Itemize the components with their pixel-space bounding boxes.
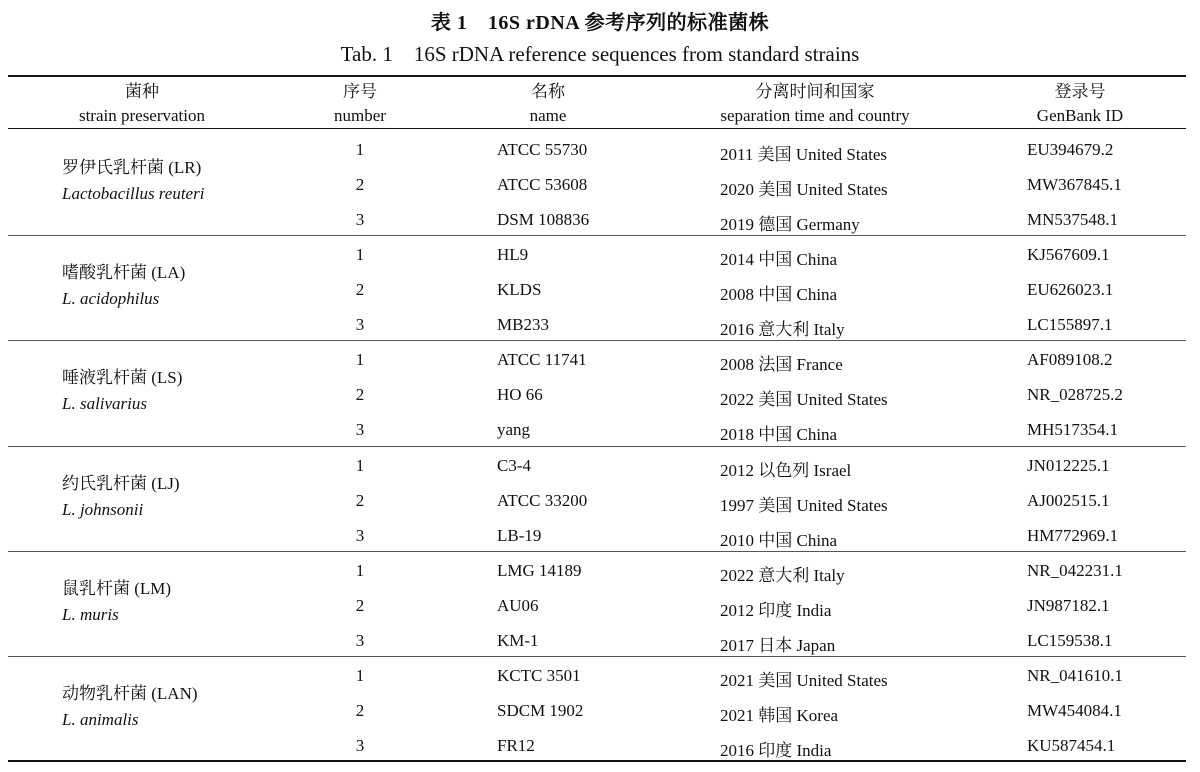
strain-name-latin: L. muris bbox=[62, 604, 119, 624]
bottom-rule bbox=[8, 760, 1186, 762]
row-number: 1 bbox=[355, 560, 365, 580]
header-strain-cn: 菌种 bbox=[125, 82, 159, 101]
row-name: HO 66 bbox=[497, 385, 543, 405]
group-divider bbox=[8, 446, 1186, 447]
strain-name-cn: 动物乳杆菌 (LAN) bbox=[62, 684, 198, 703]
row-name: AU06 bbox=[497, 595, 539, 615]
row-genbank-id: MW454084.1 bbox=[1027, 701, 1122, 720]
row-separation: 2014 中国 China bbox=[720, 250, 838, 270]
row-number: 3 bbox=[355, 630, 365, 650]
row-genbank-id: AJ002515.1 bbox=[1027, 490, 1110, 510]
row-genbank-id: MW367845.1 bbox=[1027, 175, 1122, 194]
group-divider bbox=[8, 340, 1186, 341]
row-genbank-id: LC159538.1 bbox=[1027, 630, 1113, 650]
row-separation: 2017 日本 Japan bbox=[720, 635, 836, 655]
row-genbank-id: KJ567609.1 bbox=[1027, 245, 1110, 265]
row-name: MB233 bbox=[497, 315, 549, 335]
row-number: 2 bbox=[355, 701, 365, 720]
row-name: FR12 bbox=[497, 736, 535, 755]
row-genbank-id: EU394679.2 bbox=[1027, 140, 1114, 159]
row-name: HL9 bbox=[497, 245, 529, 265]
header-genbank bbox=[1020, 80, 1140, 128]
row-number: 1 bbox=[355, 350, 365, 370]
row-number: 2 bbox=[355, 385, 365, 405]
row-number: 1 bbox=[355, 455, 365, 475]
strain-name-cn: 唾液乳杆菌 (LS) bbox=[62, 368, 183, 388]
strain-name-latin: L. salivarius bbox=[62, 394, 148, 414]
header-rule bbox=[8, 128, 1186, 129]
strain-cell bbox=[62, 681, 198, 733]
header-name-en: name bbox=[529, 106, 567, 125]
row-separation: 2021 美国 United States bbox=[720, 671, 888, 690]
row-genbank-id: KU587454.1 bbox=[1027, 736, 1116, 755]
row-name: ATCC 11741 bbox=[497, 350, 587, 370]
group-divider bbox=[8, 656, 1186, 657]
strain-cell bbox=[62, 155, 204, 207]
row-genbank-id: JN012225.1 bbox=[1027, 455, 1110, 475]
header-separation bbox=[700, 80, 930, 128]
row-separation: 2018 中国 China bbox=[720, 425, 838, 445]
row-genbank-id: MN537548.1 bbox=[1027, 210, 1119, 229]
row-genbank-id: HM772969.1 bbox=[1027, 525, 1119, 545]
row-genbank-id: EU626023.1 bbox=[1027, 280, 1114, 300]
row-number: 3 bbox=[355, 315, 365, 335]
row-number: 3 bbox=[355, 736, 365, 755]
row-genbank-id: NR_028725.2 bbox=[1027, 385, 1123, 405]
row-number: 1 bbox=[355, 140, 365, 159]
row-name: DSM 108836 bbox=[497, 210, 590, 229]
row-name: KLDS bbox=[497, 280, 542, 300]
row-name: KCTC 3501 bbox=[497, 666, 581, 685]
strain-name-cn: 嗜酸乳杆菌 (LA) bbox=[62, 263, 186, 283]
row-name: ATCC 33200 bbox=[497, 490, 588, 510]
row-name: KM-1 bbox=[497, 630, 539, 650]
row-separation: 2019 德国 Germany bbox=[720, 215, 860, 234]
row-separation: 2008 法国 France bbox=[720, 355, 843, 375]
strain-cell bbox=[62, 260, 185, 312]
row-separation: 2012 以色列 Israel bbox=[720, 460, 852, 480]
row-genbank-id: NR_042231.1 bbox=[1027, 560, 1123, 580]
header-separation-cn: 分离时间和国家 bbox=[755, 82, 875, 101]
row-name: ATCC 53608 bbox=[497, 175, 588, 194]
row-genbank-id: NR_041610.1 bbox=[1027, 666, 1123, 685]
row-separation: 1997 美国 United States bbox=[720, 495, 888, 515]
strain-name-latin: Lactobacillus reuteri bbox=[62, 184, 205, 203]
row-genbank-id: JN987182.1 bbox=[1027, 595, 1110, 615]
row-separation: 2022 意大利 Italy bbox=[720, 565, 845, 585]
table-title-en: Tab. 1 16S rDNA reference sequences from standard strains bbox=[340, 42, 860, 66]
strain-cell bbox=[62, 471, 180, 523]
row-number: 3 bbox=[355, 420, 365, 440]
row-number: 2 bbox=[355, 175, 365, 194]
row-name: C3-4 bbox=[497, 455, 531, 475]
row-genbank-id: LC155897.1 bbox=[1027, 315, 1113, 335]
row-number: 2 bbox=[355, 490, 365, 510]
strain-name-cn: 罗伊氏乳杆菌 (LR) bbox=[62, 158, 202, 177]
strain-name-cn: 鼠乳杆菌 (LM) bbox=[62, 578, 172, 598]
row-name: yang bbox=[497, 420, 531, 440]
header-number bbox=[310, 80, 410, 128]
header-separation-en: separation time and country bbox=[720, 106, 910, 125]
row-number: 1 bbox=[355, 666, 365, 685]
row-separation: 2021 韩国 Korea bbox=[720, 706, 839, 725]
row-genbank-id: MH517354.1 bbox=[1027, 420, 1119, 440]
strain-cell bbox=[62, 576, 171, 628]
row-separation: 2011 美国 United States bbox=[720, 145, 887, 164]
group-divider bbox=[8, 235, 1186, 236]
strain-name-latin: L. johnsonii bbox=[62, 499, 144, 519]
row-number: 1 bbox=[355, 245, 365, 265]
header-genbank-en: GenBank ID bbox=[1036, 106, 1124, 125]
strain-name-latin: L. acidophilus bbox=[62, 289, 160, 309]
row-separation: 2012 印度 India bbox=[720, 600, 832, 620]
row-separation: 2016 意大利 Italy bbox=[720, 320, 845, 340]
row-number: 2 bbox=[355, 280, 365, 300]
header-name-cn: 名称 bbox=[531, 82, 565, 101]
row-number: 3 bbox=[355, 525, 365, 545]
header-strain bbox=[62, 80, 222, 128]
strain-cell bbox=[62, 365, 182, 417]
top-rule bbox=[8, 75, 1186, 77]
header-name bbox=[488, 80, 608, 128]
row-number: 3 bbox=[355, 210, 365, 229]
row-separation: 2022 美国 United States bbox=[720, 390, 888, 410]
row-separation: 2010 中国 China bbox=[720, 530, 838, 550]
strain-name-cn: 约氏乳杆菌 (LJ) bbox=[62, 473, 180, 493]
header-number-cn: 序号 bbox=[343, 82, 377, 101]
row-genbank-id: AF089108.2 bbox=[1027, 350, 1113, 370]
header-number-en: number bbox=[334, 106, 386, 125]
row-name: SDCM 1902 bbox=[497, 701, 584, 720]
strain-name-latin: L. animalis bbox=[62, 710, 139, 729]
row-separation: 2020 美国 United States bbox=[720, 180, 888, 199]
row-separation: 2016 印度 India bbox=[720, 741, 832, 760]
table-title-cn: 表 1 16S rDNA 参考序列的标准菌株 bbox=[430, 12, 770, 34]
row-name: ATCC 55730 bbox=[497, 140, 588, 159]
row-name: LMG 14189 bbox=[497, 560, 582, 580]
row-separation: 2008 中国 China bbox=[720, 285, 838, 305]
group-divider bbox=[8, 551, 1186, 552]
row-number: 2 bbox=[355, 595, 365, 615]
header-strain-en: strain preservation bbox=[78, 106, 206, 125]
header-genbank-cn: 登录号 bbox=[1054, 82, 1106, 101]
row-name: LB-19 bbox=[497, 525, 542, 545]
